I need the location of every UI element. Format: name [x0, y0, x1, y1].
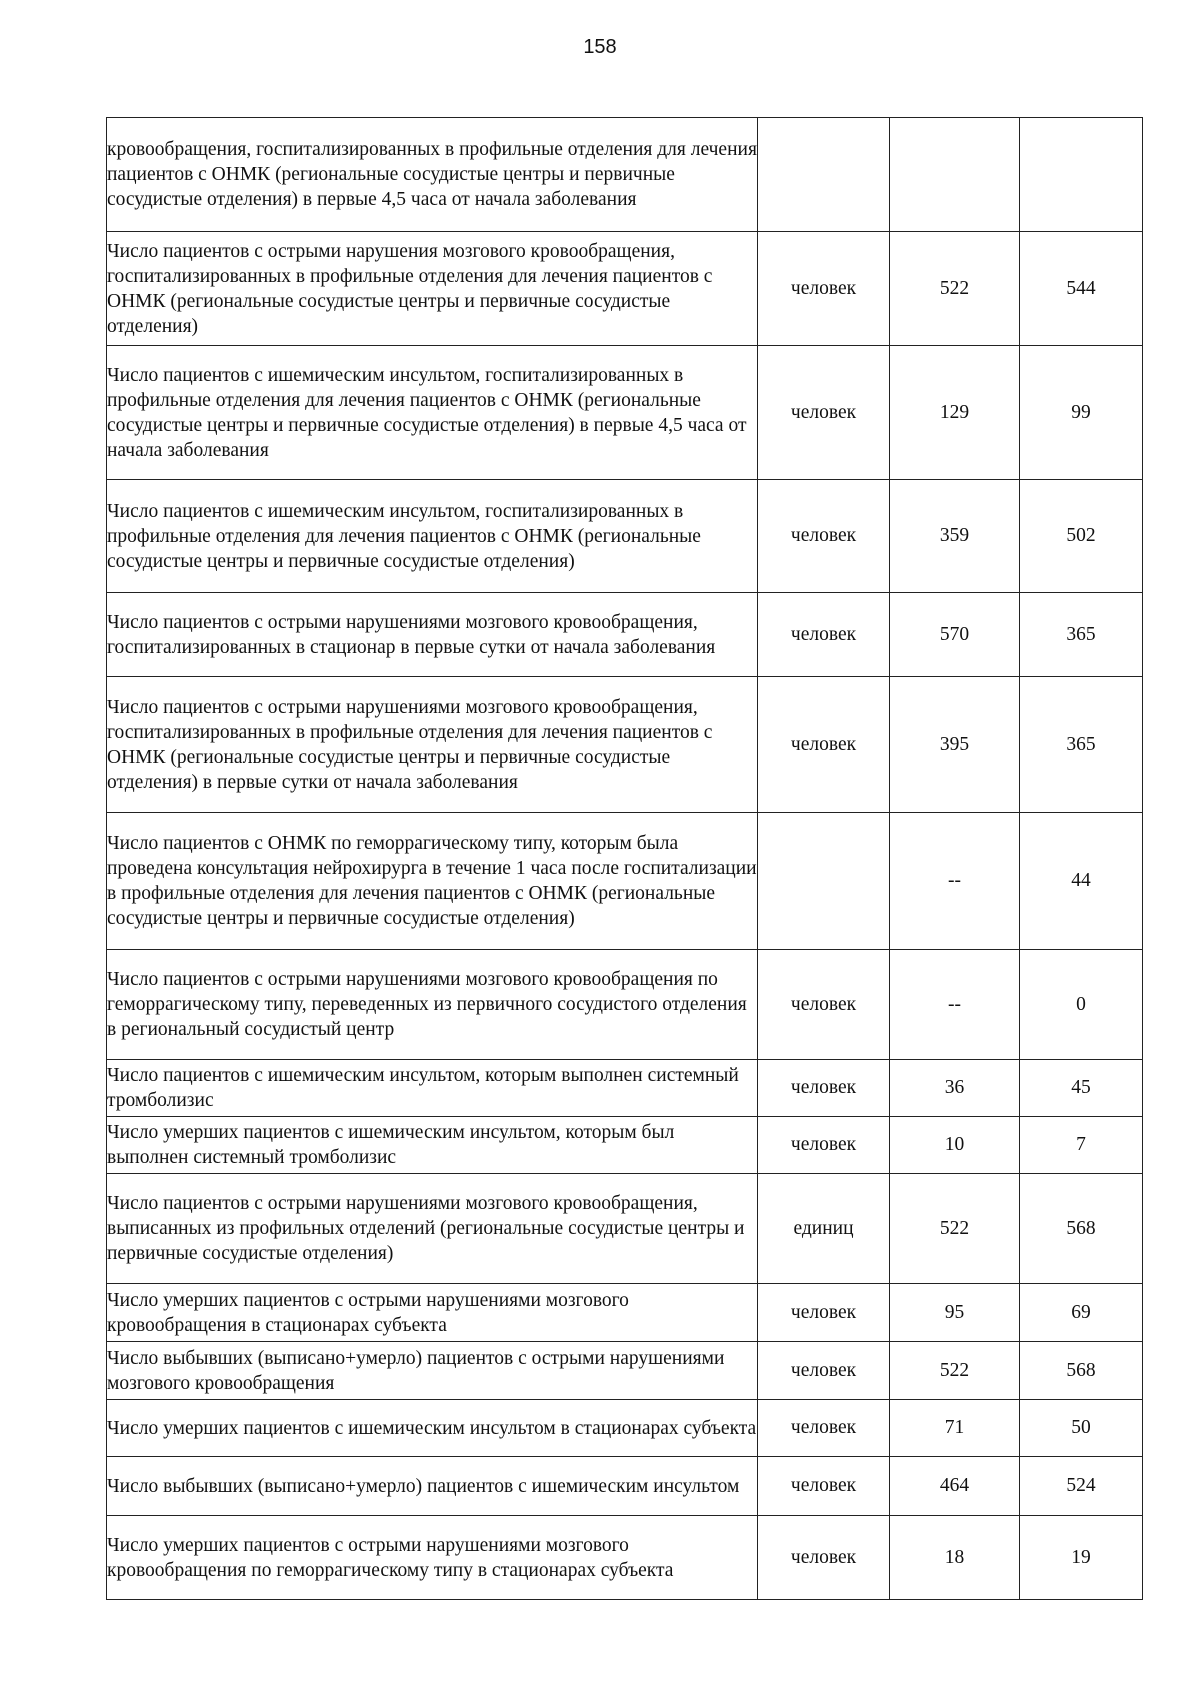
unit-cell: единиц: [758, 1174, 890, 1284]
table-row: [107, 813, 1143, 950]
unit-cell: человек: [758, 1342, 890, 1400]
table-row: [107, 480, 1143, 593]
unit-cell: человек: [758, 480, 890, 593]
page-number: 158: [583, 36, 617, 58]
table-row: [107, 1457, 1143, 1516]
value-cell-1: --: [890, 813, 1020, 950]
value-cell-1: 359: [890, 480, 1020, 593]
indicator-description: Число пациентов с острыми нарушениями мозгового кровообращения, госпитализированных в профильные отделения для лечения пациентов с ОНМК (региональные сосудистые центры и первичные сосудистые отделения) в первые сутки от начала заболевания: [107, 677, 758, 813]
indicator-description: Число пациентов с острыми нарушениями мозгового кровообращения, госпитализированных в стационар в первые сутки от начала заболевания: [107, 593, 758, 677]
table-row: [107, 1400, 1143, 1457]
indicator-description: кровообращения, госпитализированных в профильные отделения для лечения пациентов с ОНМК (региональные сосудистые центры и первичные сосудистые отделения) в первые 4,5 часа от начала заболевания: [107, 118, 758, 232]
table-row: [107, 1284, 1143, 1342]
unit-cell: человек: [758, 593, 890, 677]
value-cell-2: 44: [1020, 813, 1143, 950]
unit-cell: человек: [758, 346, 890, 480]
indicator-description: Число пациентов с ишемическим инсультом, которым выполнен системный тромболизис: [107, 1060, 758, 1117]
table-row: [107, 1117, 1143, 1174]
table-row: [107, 950, 1143, 1060]
value-cell-2: 19: [1020, 1516, 1143, 1600]
value-cell-2: 568: [1020, 1174, 1143, 1284]
indicator-description: Число умерших пациентов с ишемическим инсультом в стационарах субъекта: [107, 1400, 758, 1457]
unit-cell: человек: [758, 1457, 890, 1516]
indicator-description: Число пациентов с ишемическим инсультом, госпитализированных в профильные отделения для лечения пациентов с ОНМК (региональные сосудистые центры и первичные сосудистые отделения) в первые 4,5 часа от начала заболевания: [107, 346, 758, 480]
value-cell-2: 502: [1020, 480, 1143, 593]
value-cell-2: 69: [1020, 1284, 1143, 1342]
value-cell-1: [890, 118, 1020, 232]
unit-cell: человек: [758, 232, 890, 346]
table-row: [107, 677, 1143, 813]
indicator-description: Число пациентов с острыми нарушения мозгового кровообращения, госпитализированных в профильные отделения для лечения пациентов с ОНМК (региональные сосудистые центры и первичные сосудистые отделения): [107, 232, 758, 346]
value-cell-2: 544: [1020, 232, 1143, 346]
value-cell-2: 45: [1020, 1060, 1143, 1117]
value-cell-1: 522: [890, 232, 1020, 346]
value-cell-1: 129: [890, 346, 1020, 480]
table-row: [107, 232, 1143, 346]
unit-cell: [758, 118, 890, 232]
table-row: [107, 1516, 1143, 1600]
value-cell-1: 522: [890, 1342, 1020, 1400]
value-cell-2: 50: [1020, 1400, 1143, 1457]
indicator-description: Число пациентов с острыми нарушениями мозгового кровообращения, выписанных из профильных отделений (региональные сосудистые центры и первичные сосудистые отделения): [107, 1174, 758, 1284]
value-cell-1: 18: [890, 1516, 1020, 1600]
unit-cell: [758, 813, 890, 950]
value-cell-2: 0: [1020, 950, 1143, 1060]
value-cell-1: 36: [890, 1060, 1020, 1117]
indicator-description: Число выбывших (выписано+умерло) пациентов с ишемическим инсультом: [107, 1457, 758, 1516]
value-cell-1: --: [890, 950, 1020, 1060]
value-cell-1: 522: [890, 1174, 1020, 1284]
value-cell-2: 365: [1020, 677, 1143, 813]
unit-cell: человек: [758, 1060, 890, 1117]
indicator-description: Число умерших пациентов с острыми нарушениями мозгового кровообращения в стационарах субъекта: [107, 1284, 758, 1342]
table-row: [107, 346, 1143, 480]
value-cell-2: 568: [1020, 1342, 1143, 1400]
value-cell-1: 71: [890, 1400, 1020, 1457]
value-cell-2: [1020, 118, 1143, 232]
value-cell-1: 570: [890, 593, 1020, 677]
table-row: [107, 1060, 1143, 1117]
table-row: [107, 118, 1143, 232]
unit-cell: человек: [758, 1117, 890, 1174]
value-cell-2: 99: [1020, 346, 1143, 480]
unit-cell: человек: [758, 1516, 890, 1600]
value-cell-1: 10: [890, 1117, 1020, 1174]
unit-cell: человек: [758, 1284, 890, 1342]
unit-cell: человек: [758, 950, 890, 1060]
table-row: [107, 593, 1143, 677]
value-cell-1: 464: [890, 1457, 1020, 1516]
value-cell-2: 365: [1020, 593, 1143, 677]
table-row: [107, 1174, 1143, 1284]
value-cell-2: 7: [1020, 1117, 1143, 1174]
value-cell-2: 524: [1020, 1457, 1143, 1516]
table-row: [107, 1342, 1143, 1400]
unit-cell: человек: [758, 677, 890, 813]
statistics-table: [106, 117, 1143, 1600]
unit-cell: человек: [758, 1400, 890, 1457]
indicator-description: Число выбывших (выписано+умерло) пациентов с острыми нарушениями мозгового кровообращения: [107, 1342, 758, 1400]
indicator-description: Число умерших пациентов с ишемическим инсультом, которым был выполнен системный тромболизис: [107, 1117, 758, 1174]
value-cell-1: 395: [890, 677, 1020, 813]
indicator-description: Число пациентов с ишемическим инсультом, госпитализированных в профильные отделения для лечения пациентов с ОНМК (региональные сосудистые центры и первичные сосудистые отделения): [107, 480, 758, 593]
indicator-description: Число умерших пациентов с острыми нарушениями мозгового кровообращения по геморрагическому типу в стационарах субъекта: [107, 1516, 758, 1600]
indicator-description: Число пациентов с острыми нарушениями мозгового кровообращения по геморрагическому типу, переведенных из первичного сосудистого отделения в региональный сосудистый центр: [107, 950, 758, 1060]
indicator-description: Число пациентов с ОНМК по геморрагическому типу, которым была проведена консультация нейрохирурга в течение 1 часа после госпитализации в профильные отделения для лечения пациентов с ОНМК (региональные сосудистые центры и первичные сосудистые отделения): [107, 813, 758, 950]
value-cell-1: 95: [890, 1284, 1020, 1342]
